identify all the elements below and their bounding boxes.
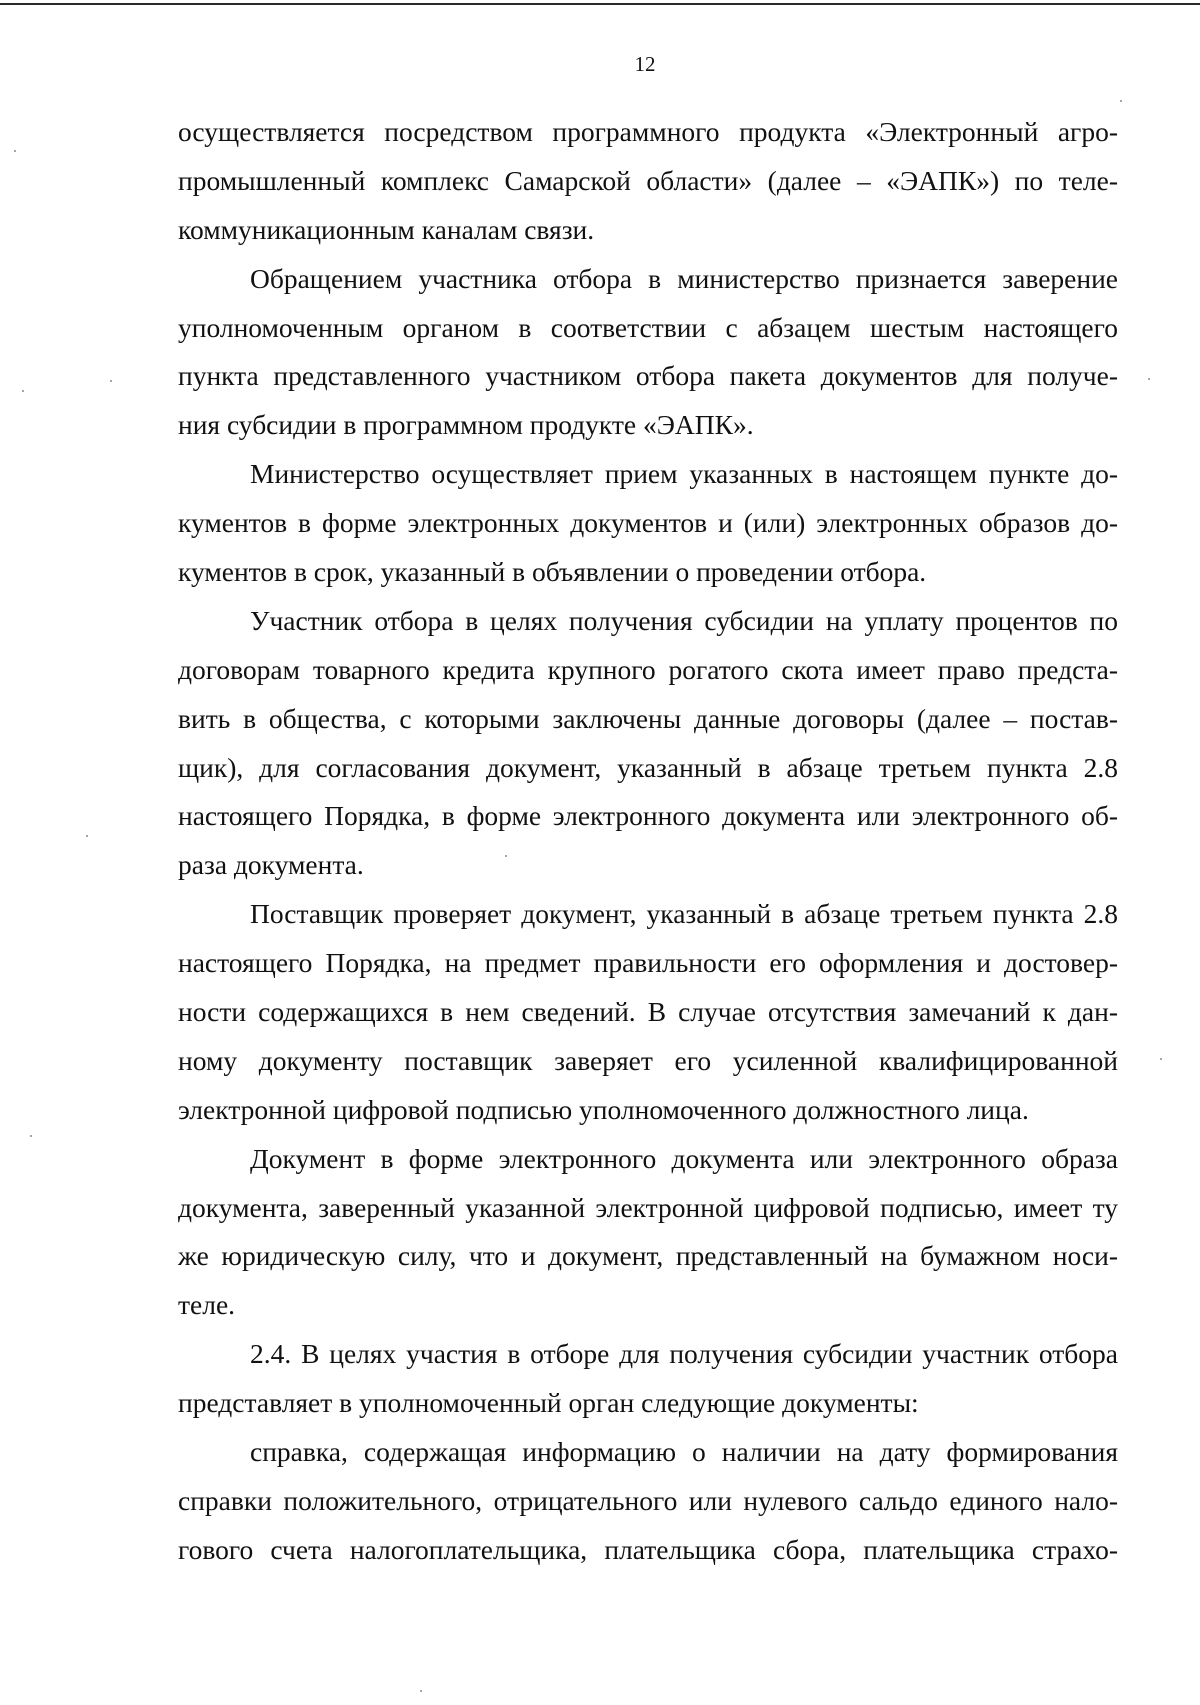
text-line: ности содержащихся в нем сведений. В случае отсутствия замечаний к дан- bbox=[178, 996, 1118, 1028]
scan-speck bbox=[420, 1690, 422, 1692]
scan-speck bbox=[1148, 378, 1150, 380]
scan-speck bbox=[86, 835, 88, 837]
paragraph-2 bbox=[178, 255, 1118, 451]
paragraph-7 bbox=[178, 1330, 1118, 1428]
text-line: теле. bbox=[178, 1289, 236, 1321]
text-line: Участник отбора в целях получения субсидии на уплату процентов по bbox=[250, 604, 1118, 636]
text-line: вить в общества, с которыми заключены данные договоры (далее – постав- bbox=[178, 702, 1118, 734]
paragraph-8 bbox=[178, 1428, 1118, 1575]
text-line: коммуникационным каналам связи. bbox=[178, 213, 595, 245]
scan-speck bbox=[22, 390, 24, 392]
text-line: настоящего Порядка, в форме электронного документа или электронного об- bbox=[178, 800, 1118, 832]
page-number: 12 bbox=[634, 52, 656, 76]
text-line: раза документа. bbox=[178, 849, 364, 881]
text-line: ному документу поставщик заверяет его усиленной квалифицированной bbox=[178, 1044, 1118, 1076]
text-line: Документ в форме электронного документа или электронного образа bbox=[250, 1142, 1118, 1174]
paragraph-3 bbox=[178, 450, 1118, 597]
text-line: Обращением участника отбора в министерство признается заверение bbox=[250, 262, 1118, 294]
paragraph-1 bbox=[178, 108, 1118, 255]
text-line: Поставщик проверяет документ, указанный в абзаце третьем пункта 2.8 bbox=[250, 898, 1118, 930]
text-line: гового счета налогоплательщика, плательщика сбора, плательщика страхо- bbox=[178, 1533, 1118, 1565]
top-border-line bbox=[0, 3, 1200, 5]
text-line: осуществляется посредством программного продукта «Электронный агро- bbox=[178, 116, 1118, 147]
scan-speck bbox=[1160, 1058, 1162, 1060]
text-line: Министерство осуществляет прием указанных в настоящем пункте до- bbox=[250, 458, 1118, 490]
scan-speck bbox=[14, 150, 16, 152]
text-line: договорам товарного кредита крупного рогатого скота имеет право предста- bbox=[178, 653, 1118, 685]
text-line: справка, содержащая информацию о наличии на дату формирования bbox=[250, 1436, 1118, 1468]
paragraph-5 bbox=[178, 890, 1118, 1134]
text-line: уполномоченным органом в соответствии с абзацем шестым настоящего bbox=[178, 311, 1118, 343]
text-line: документа, заверенный указанной электронной цифровой подписью, имеет ту bbox=[178, 1191, 1118, 1223]
text-line: пункта представленного участником отбора пакета документов для получе- bbox=[178, 360, 1118, 392]
paragraph-4 bbox=[178, 597, 1118, 890]
text-line: ния субсидии в программном продукте «ЭАПК». bbox=[178, 409, 754, 441]
text-line: щик), для согласования документ, указанный в абзаце третьем пункта 2.8 bbox=[178, 751, 1118, 783]
text-line: 2.4. В целях участия в отборе для получения субсидии участник отбора bbox=[250, 1338, 1118, 1370]
scan-speck bbox=[30, 1135, 32, 1137]
text-line: настоящего Порядка, на предмет правильности его оформления и достовер- bbox=[178, 947, 1118, 979]
text-line: кументов в срок, указанный в объявлении о проведении отбора. bbox=[178, 556, 927, 588]
document-body bbox=[178, 108, 1118, 1575]
paragraph-6 bbox=[178, 1135, 1118, 1331]
text-line: кументов в форме электронных документов и (или) электронных образов до- bbox=[178, 507, 1118, 539]
text-line: же юридическую силу, что и документ, представленный на бумажном носи- bbox=[178, 1240, 1118, 1272]
scan-speck bbox=[505, 855, 507, 857]
scan-speck bbox=[110, 380, 112, 382]
text-line: электронной цифровой подписью уполномоченного должностного лица. bbox=[178, 1093, 1029, 1125]
text-line: представляет в уполномоченный орган следующие документы: bbox=[178, 1387, 919, 1419]
text-line: справки положительного, отрицательного или нулевого сальдо единого нало- bbox=[178, 1484, 1118, 1516]
text-line: промышленный комплекс Самарской области» (далее – «ЭАПК») по теле- bbox=[178, 164, 1118, 196]
scan-speck bbox=[1120, 100, 1122, 102]
